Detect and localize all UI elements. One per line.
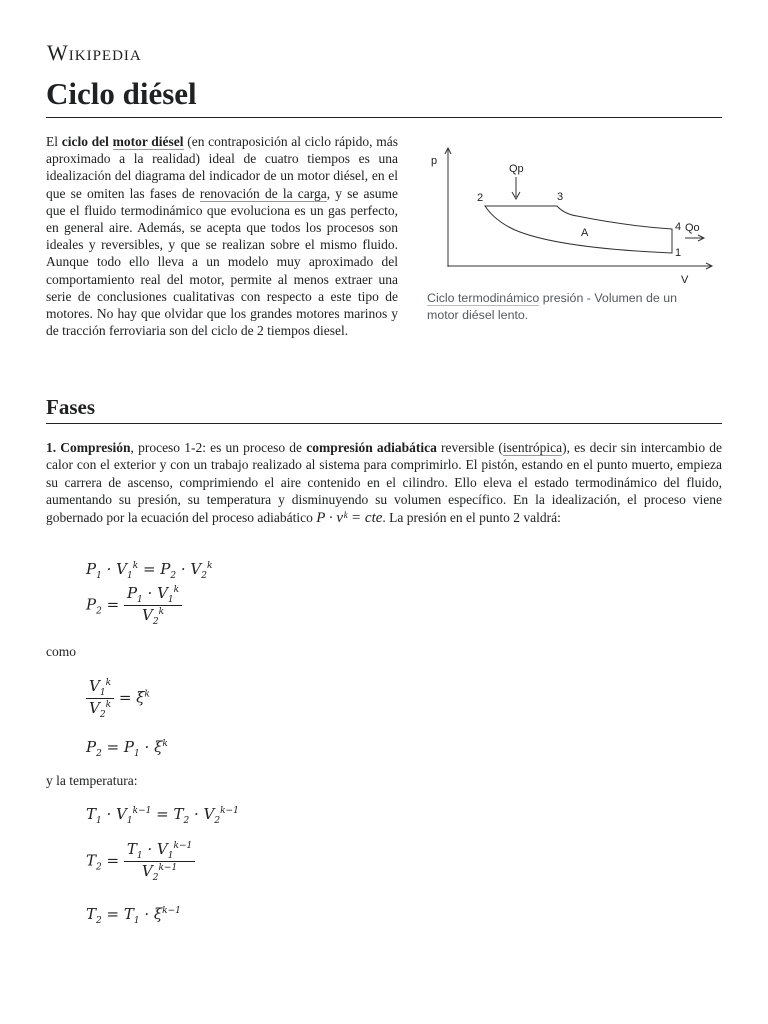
intro-paragraph: El ciclo del motor diésel (en contraposición al ciclo rápido, más aproximado a la realidad) ideal de cuatro tiempos es una idealización del diagrama del indicador de un motor diésel, en el que se omiten las fases de renovación de la carga, y se asume que el fluido termodinámico que evoluciona es un gas perfecto, en general aire. Además, se acepta que todos los procesos son ideales y reversibles, y que se realizan sobre el mismo fluido. Aunque todo ello lleva a un modelo muy aproximado del comportamiento real del motor, permite al menos extraer una serie de conclusiones cualitativas con respecto a este tipo de motores. No hay que olvidar que los grandes motores marinos y de tracción ferroviaria son del ciclo de 2 tiempos diesel. <box>46 134 398 339</box>
equation-volume-ratio: $\frac{V_1^k}{V_2^k}$ = $\xi^k$ <box>86 677 150 720</box>
equation-p2-xi: $P_2 = P_1 \cdot \xi^k$ <box>86 738 168 759</box>
isentropica-link[interactable]: isentrópica <box>502 440 563 455</box>
pv-diagram <box>427 144 723 289</box>
equation-t2-fraction: $T_2$ = $\frac{T_1 \cdot V_1^{k-1}}{V_2^{k-1}}$ <box>86 840 195 883</box>
equation-p1v1-p2v2: $P_1 \cdot V_1^k = P_2 \cdot V_2^k$ <box>86 560 213 581</box>
connector-temperatura: y la temperatura: <box>46 773 138 788</box>
qp-label: Qp <box>509 163 524 175</box>
point-4-label: 4 <box>675 221 682 233</box>
area-label: A <box>581 227 589 239</box>
point-2-label: 2 <box>477 192 484 204</box>
motor-diesel-link[interactable]: motor diésel <box>112 134 184 149</box>
equation-p2-fraction: $P_2$ = $\frac{P_1 \cdot V_1^k}{V_2^k}$ <box>86 584 182 627</box>
connector-como: como <box>46 644 76 659</box>
adiabatic-equation: P · vᵏ = cte <box>316 509 383 526</box>
section-divider <box>46 423 722 424</box>
section-title-fases: Fases <box>46 395 95 419</box>
equation-t1v1-t2v2: $T_1 \cdot V_1^{k-1} = T_2 \cdot V_2^{k-1}$ <box>86 805 239 826</box>
axis-x-label: V <box>681 274 689 286</box>
equation-t2-xi: $T_2 = T_1 \cdot \xi^{k-1}$ <box>86 905 181 926</box>
title-divider <box>46 117 722 118</box>
qo-label: Qo <box>685 222 700 234</box>
point-1-label: 1 <box>675 247 682 259</box>
phase-1-paragraph: 1. Compresión, proceso 1-2: es un proceso de compresión adiabática reversible (isentrópica), es decir sin intercambio de calor con el exterior y con un trabajo realizado al sistema para comprimirlo. El pistón, estando en el punto muerto, empieza su carrera de ascenso, comprimiendo el aire contenido en el cilindro. Ello eleva el estado termodinámico del fluido, aumentando su presión, su temperatura y disminuyendo su volumen específico. En la idealización, el proceso viene gobernado por la ecuación del proceso adiabático P · vᵏ = cte. La presión en el punto 2 valdrá: <box>46 440 722 526</box>
wikipedia-wordmark[interactable]: Wikipedia <box>47 40 142 65</box>
page-title: Ciclo diésel <box>46 76 197 111</box>
figure-caption: Ciclo termodinámico presión - Volumen de un motor diésel lento. <box>427 291 678 322</box>
point-3-label: 3 <box>557 191 564 203</box>
ciclo-termodinamico-link[interactable]: Ciclo termodinámico <box>427 291 540 305</box>
renovacion-carga-link[interactable]: renovación de la carga <box>199 185 327 201</box>
cycle-path <box>485 206 672 253</box>
axis-y-label: p <box>431 155 438 167</box>
